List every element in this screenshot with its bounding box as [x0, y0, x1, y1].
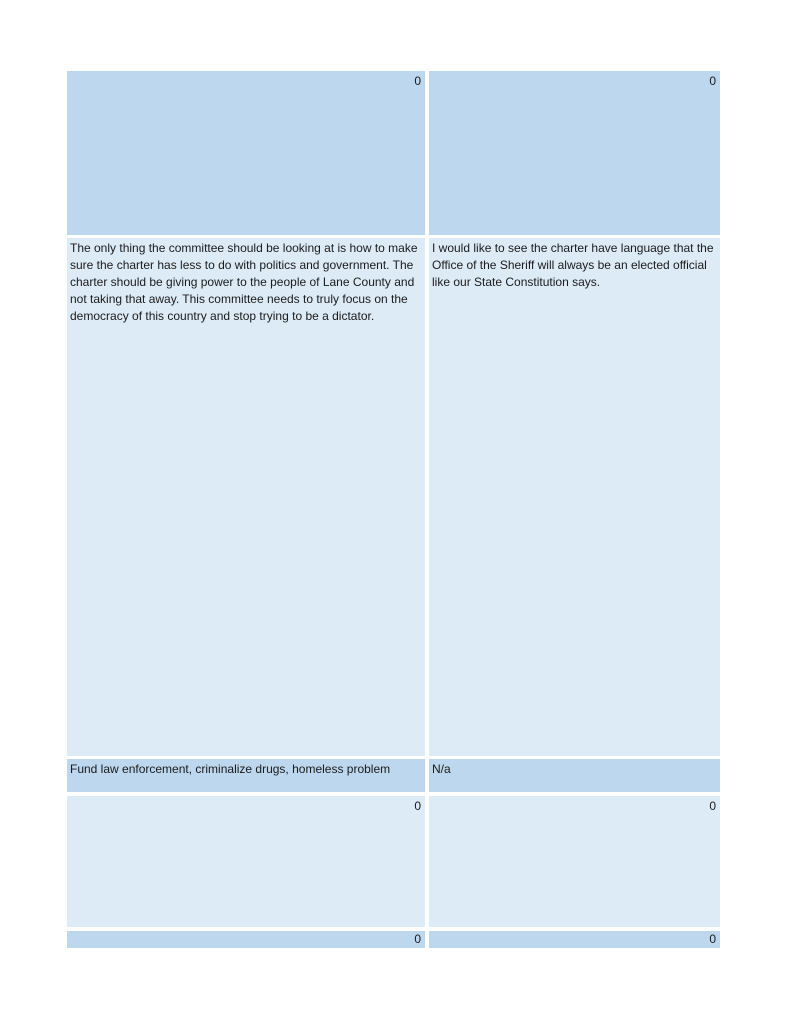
short-answer-cell-left: Fund law enforcement, criminalize drugs, homeless problem [67, 759, 425, 792]
count-cell-top-left: 0 [67, 71, 425, 235]
short-answer-row [67, 759, 720, 792]
count-cell-mid-right: 0 [429, 796, 720, 927]
short-answer-cell-right: N/a [429, 759, 720, 792]
count-row-top [67, 71, 720, 235]
count-cell-top-right: 0 [429, 71, 720, 235]
count-cell-bottom-left: 0 [67, 931, 425, 948]
comment-cell-left: The only thing the committee should be looking at is how to make sure the charter has less to do with politics and government. The charter should be giving power to the people of Lane County and not taking that away. This committee needs to truly focus on the democracy of this country and stop trying to be a dictator. [67, 238, 425, 756]
count-row-middle [67, 796, 720, 927]
count-cell-mid-left: 0 [67, 796, 425, 927]
comment-row [67, 238, 720, 756]
responses-table [67, 71, 720, 948]
count-row-bottom [67, 931, 720, 948]
count-cell-bottom-right: 0 [429, 931, 720, 948]
comment-cell-right: I would like to see the charter have language that the Office of the Sheriff will always be an elected official like our State Constitution says. [429, 238, 720, 756]
